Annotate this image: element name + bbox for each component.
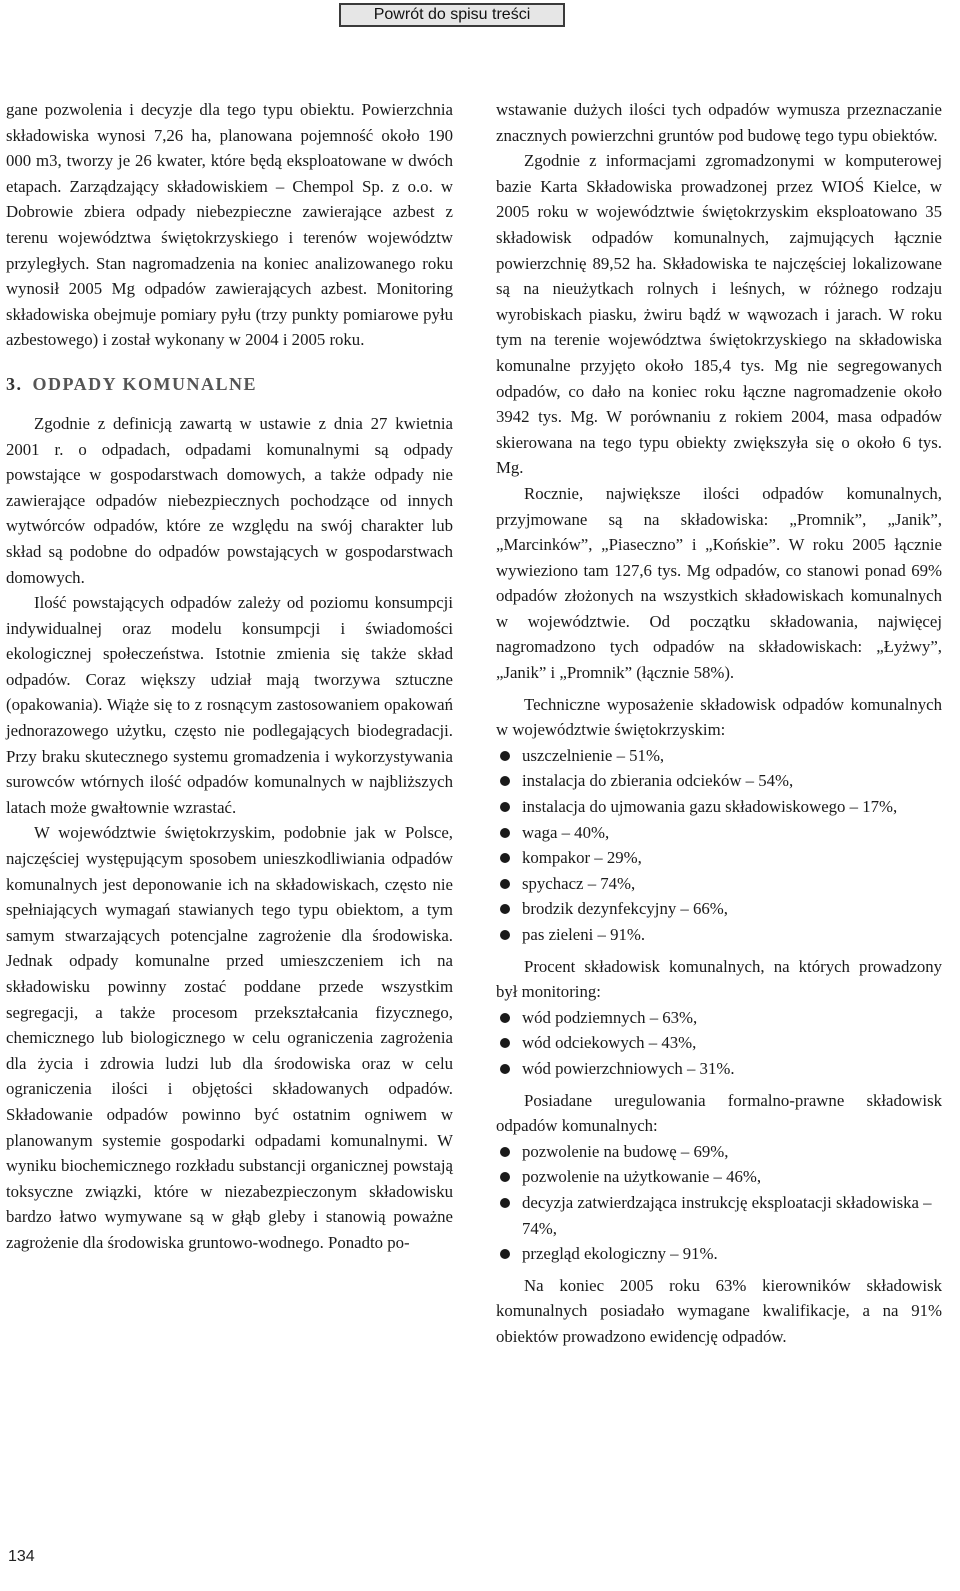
list-item: przegląd ekologiczny – 91%. [496, 1241, 942, 1267]
page-number: 134 [8, 1548, 35, 1565]
bullet-icon [500, 1038, 510, 1048]
list-item: wód powierzchniowych – 31%. [496, 1056, 942, 1082]
paragraph: wstawanie dużych ilości tych odpadów wymusza przeznaczanie znacznych powierzchni gruntów pod budowę tego typu obiektów. [496, 100, 942, 145]
bullet-icon [500, 853, 510, 863]
paragraph: Procent składowisk komunalnych, na których prowadzony był monitoring: [496, 956, 942, 1002]
paragraph: Ilość powstających odpadów zależy od poziomu konsumpcji indywidualnej oraz modelu konsumpcji i świadomości ekologicznej społeczeństwa. Istotnie zmienia się także skład odpadów. Coraz większy udział mają tworzywa sztuczne (opakowania). Wiąże się to z rosnącym zastosowaniem opakowań jednorazowego użytku, często nie podlegających biodegradacji. Przy braku skutecznego systemu gromadzenia i wykorzystywania surowców wtórnych ilość odpadów komunalnych w najbliższych latach może gwałtownie wzrastać. [6, 593, 453, 817]
list-item: pas zieleni – 91%. [496, 922, 942, 948]
list-item: instalacja do ujmowania gazu składowiskowego – 17%, [496, 794, 942, 820]
right-column [496, 97, 942, 1350]
section-title: ODPADY KOMUNALNE [32, 373, 257, 394]
section-number: 3. [6, 373, 23, 394]
paragraph: Posiadane uregulowania formalno-prawne składowisk odpadów komunalnych: [496, 1090, 942, 1136]
bullet-icon [500, 1064, 510, 1074]
list-item: spychacz – 74%, [496, 871, 942, 897]
bullet-icon [500, 828, 510, 838]
bullet-icon [500, 904, 510, 914]
list-item: waga – 40%, [496, 820, 942, 846]
list-item: pozwolenie na użytkowanie – 46%, [496, 1164, 942, 1190]
top-bar [0, 0, 960, 40]
bullet-icon [500, 1249, 510, 1259]
paragraph: Zgodnie z definicją zawartą w ustawie z dnia 27 kwietnia 2001 r. o odpadach, odpadami komunalnymi są odpady powstające w gospodarstwach domowych, a także odpady nie zawierające odpadów niebezpiecznych pochodzące od innych wytwórców odpadów, które ze względu na swój charakter lub skład są podobne do odpadów powstających w gospodarstwach domowych. [6, 413, 453, 587]
list-item: decyzja zatwierdzająca instrukcję eksploatacji składowiska – 74%, [496, 1190, 942, 1241]
paragraph: Na koniec 2005 roku 63% kierowników składowisk komunalnych posiadało wymagane kwalifikacje, a na 91% obiektów prowadzono ewidencję odpadów. [496, 1275, 942, 1346]
section-heading [6, 371, 453, 397]
bullet-icon [500, 879, 510, 889]
regulations-list [496, 1139, 942, 1267]
list-item: kompakor – 29%, [496, 845, 942, 871]
paragraph: Techniczne wyposażenie składowisk odpadów komunalnych w województwie świętokrzyskim: [496, 694, 942, 740]
bullet-icon [500, 1147, 510, 1157]
bullet-icon [500, 802, 510, 812]
list-item: pozwolenie na budowę – 69%, [496, 1139, 942, 1165]
bullet-icon [500, 930, 510, 940]
list-item: uszczelnienie – 51%, [496, 743, 942, 769]
bullet-icon [500, 1198, 510, 1208]
left-column [6, 97, 453, 1256]
list-item: wód odciekowych – 43%, [496, 1030, 942, 1056]
back-to-contents-button[interactable]: Powrót do spisu treści [339, 3, 565, 27]
equipment-list [496, 743, 942, 948]
bullet-icon [500, 776, 510, 786]
paragraph: Rocznie, największe ilości odpadów komunalnych, przyjmowane są na składowiska: „Promnik”, „Janik”, „Marcinków”, „Piaseczno” i „Końskie”. W roku 2005 łącznie wywieziono tam 127,6 tys. Mg odpadów, co stanowi ponad 69% odpadów złożonych na wszystkich składowiskach komunalnych w województwie. Od początku składowania, najwięcej nagromadzono tych odpadów na składowiskach: „Łyżwy”, „Janik” i „Promnik” (łącznie 58%). [496, 483, 942, 683]
list-item: wód podziemnych – 63%, [496, 1005, 942, 1031]
paragraph: W województwie świętokrzyskim, podobnie jak w Polsce, najczęściej występującym sposobem unieszkodliwiania odpadów komunalnych jest deponowanie ich na składowiskach, często nie spełniających wymagań stawianych tego typu obiektom, a tym samym stwarzających potencjalne zagrożenie dla środowiska. Jednak odpady komunalne przed umieszczeniem ich na składowisku powinny zostać poddane przede wszystkim segregacji, a także procesom przekształcania fizycznego, chemicznego lub biologicznego w celu ograniczenia zagrożenia dla życia i zdrowia ludzi lub dla środowiska oraz w celu ograniczenia ilości i objętości składowanych odpadów. Składowanie odpadów powinno być ostatnim ogniwem w planowanym systemie gospodarki odpadami komunalnymi. W wyniku biochemicznego rozkładu substancji organicznej powstają toksyczne związki, które w niezabezpieczonym składowisku bardzo łatwo wymywane są w głąb gleby i stanowią poważne zagrożenie dla środowiska gruntowo-wodnego. Ponadto po- [6, 823, 453, 1252]
list-item: instalacja do zbierania odcieków – 54%, [496, 768, 942, 794]
monitoring-list [496, 1005, 942, 1082]
bullet-icon [500, 1172, 510, 1182]
paragraph: gane pozwolenia i decyzje dla tego typu obiektu. Powierzchnia składowiska wynosi 7,26 ha, planowana pojemność około 190 000 m3, tworzy je 26 kwater, które będą eksploatowane w dwóch etapach. Zarządzający składowiskiem – Chempol Sp. z o.o. w Dobrowie zbiera odpady niebezpieczne zawierające azbest z terenu województwa świętokrzyskiego i terenów województw przyległych. Stan nagromadzenia na koniec analizowanego roku wynosił 2005 Mg odpadów zawierających azbest. Monitoring składowiska obejmuje pomiary pyłu (trzy punkty pomiarowe pyłu azbestowego) i został wykonany w 2004 i 2005 roku. [6, 100, 453, 350]
list-item: brodzik dezynfekcyjny – 66%, [496, 896, 942, 922]
paragraph: Zgodnie z informacjami zgromadzonymi w komputerowej bazie Karta Składowiska prowadzonej przez WIOŚ Kielce, w 2005 roku w województwie świętokrzyskim eksploatowano 35 składowisk odpadów komunalnych, zajmujących łącznie powierzchnię 89,52 ha. Składowiska te najczęściej lokalizowane są na nieużytkach rolnych i leśnych, w różnego rodzaju wyrobiskach piasku, żwiru bądź w wąwozach i jarach. W roku tym na terenie województwa świętokrzyskiego na składowiska komunalne przyjęto około 185,4 tys. Mg nie segregowanych odpadów, co dało na koniec roku łączne nagromadzenie około 3942 tys. Mg. W porównaniu z rokiem 2004, masa odpadów skierowana na tego typu obiekty zwiększyła się o około 6 tys. Mg. [496, 151, 942, 478]
bullet-icon [500, 1013, 510, 1023]
bullet-icon [500, 751, 510, 761]
